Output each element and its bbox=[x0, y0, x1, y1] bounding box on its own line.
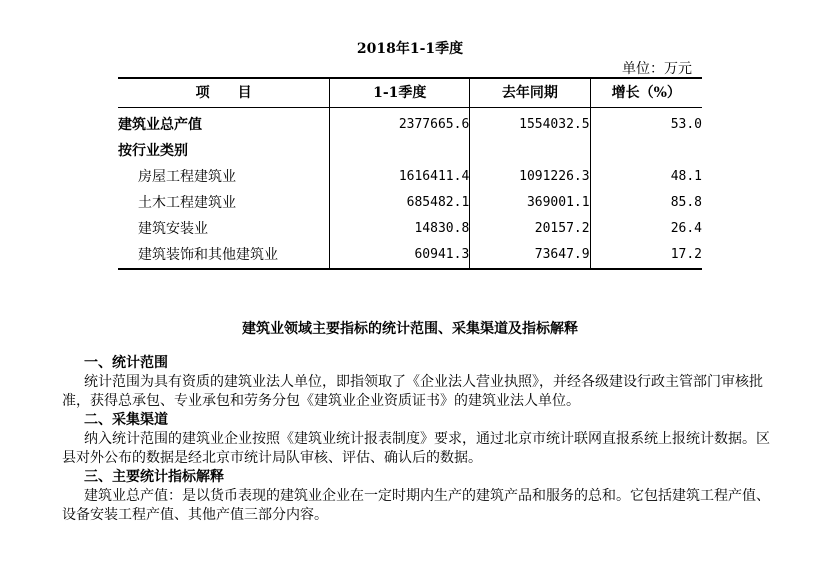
unit-label: 单位：万元 bbox=[622, 61, 692, 77]
table-row bbox=[118, 216, 702, 242]
row-label: 建筑安装业 bbox=[138, 221, 208, 237]
section-text-scope: 统计范围为具有资质的建筑业法人单位，即指领取了《企业法人营业执照》，并经各级建设行政主管部门审核批准，获得总承包、专业承包和劳务分包《建筑业企业资质证书》的建筑业法人单位。 bbox=[62, 374, 763, 409]
explanation-title: 建筑业领域主要指标的统计范围、采集渠道及指标解释 bbox=[242, 321, 578, 337]
row-label: 房屋工程建筑业 bbox=[138, 169, 236, 185]
row-current-value: 60941.3 bbox=[330, 242, 470, 269]
row-previous-value: 73647.9 bbox=[470, 242, 590, 269]
section-heading-channel: 二、采集渠道 bbox=[84, 412, 168, 428]
statistics-table bbox=[118, 77, 702, 270]
row-label: 按行业类别 bbox=[118, 143, 188, 159]
row-previous-value: 1091226.3 bbox=[470, 164, 590, 190]
section-text-channel: 纳入统计范围的建筑业企业按照《建筑业统计报表制度》要求，通过北京市统计联网直报系统上报统计数据。区县对外公布的数据是经北京市统计局队审核、评估、确认后的数据。 bbox=[62, 431, 770, 466]
header-current-period: 1-1季度 bbox=[330, 78, 470, 108]
row-current-value: 1616411.4 bbox=[330, 164, 470, 190]
row-growth-value bbox=[590, 138, 702, 164]
row-growth-value: 26.4 bbox=[590, 216, 702, 242]
table-row bbox=[118, 138, 702, 164]
row-growth-value: 17.2 bbox=[590, 242, 702, 269]
table-row bbox=[118, 164, 702, 190]
header-growth: 增长（%） bbox=[590, 78, 702, 108]
table-row bbox=[118, 190, 702, 216]
row-current-value bbox=[330, 138, 470, 164]
row-previous-value: 369001.1 bbox=[470, 190, 590, 216]
row-current-value: 685482.1 bbox=[330, 190, 470, 216]
row-label: 建筑业总产值 bbox=[118, 117, 202, 133]
explanation-body bbox=[62, 354, 772, 525]
row-previous-value: 1554032.5 bbox=[470, 108, 590, 139]
row-current-value: 2377665.6 bbox=[330, 108, 470, 139]
row-label: 土木工程建筑业 bbox=[138, 195, 236, 211]
table-caption: 2018年1-1季度 bbox=[356, 41, 464, 57]
row-growth-value: 85.8 bbox=[590, 190, 702, 216]
section-heading-indicators: 三、主要统计指标解释 bbox=[84, 469, 224, 485]
row-previous-value: 20157.2 bbox=[470, 216, 590, 242]
row-current-value: 14830.8 bbox=[330, 216, 470, 242]
table-row bbox=[118, 242, 702, 269]
row-growth-value: 48.1 bbox=[590, 164, 702, 190]
row-label: 建筑装饰和其他建筑业 bbox=[138, 247, 278, 263]
row-growth-value: 53.0 bbox=[590, 108, 702, 139]
section-text-indicators: 建筑业总产值：是以货币表现的建筑业企业在一定时期内生产的建筑产品和服务的总和。它包括建筑工程产值、设备安装工程产值、其他产值三部分内容。 bbox=[62, 488, 770, 523]
table-header-row bbox=[118, 78, 702, 108]
row-previous-value bbox=[470, 138, 590, 164]
header-item: 项 目 bbox=[195, 85, 252, 101]
section-heading-scope: 一、统计范围 bbox=[84, 355, 168, 371]
header-previous-period: 去年同期 bbox=[470, 78, 590, 108]
table-row bbox=[118, 108, 702, 139]
